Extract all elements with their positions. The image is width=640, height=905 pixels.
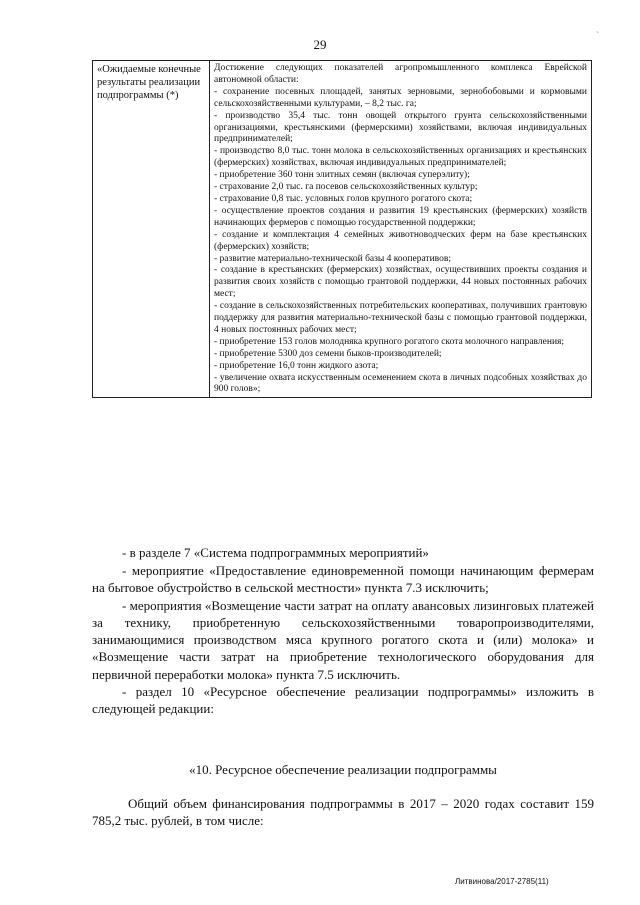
list-item: - приобретение 5300 доз семени быков-производителей; (214, 348, 442, 359)
list-item: - создание в крестьянских (фермерских) хозяйствах, осуществивших проекты создания и развития своих хозяйств с помощью грантовой поддержки, 44 новых постоянных рабочих мест; (214, 265, 587, 300)
list-item: - создание в сельскохозяйственных потребительских кооперативах, получивших грантовую поддержку для развития материально-технической базы с помощью грантовой поддержки, 4 новых постоянных рабочих мест; (214, 301, 587, 335)
section7-line (92, 544, 594, 561)
corner-mark: ` (596, 30, 599, 40)
table-label-cell: «Ожидаемые конечные результаты реализации подпрограммы (*) (93, 61, 210, 398)
list-item: - производство 8,0 тыс. тонн молока в сельскохозяйственных организациях и крестьянских (фермерских) хозяйствах, включая индивидуальных предпринимателей; (214, 146, 587, 169)
list-item: - осуществление проектов создания и развития 19 крестьянских (фермерских) хозяйств начинающих фермеров с помощью государственной поддержки; (214, 205, 587, 228)
table-items-cell (210, 61, 592, 398)
list-item: - приобретение 153 голов молодняка крупного рогатого скота молочного направления; (214, 336, 565, 347)
amendments-block (92, 562, 594, 718)
list-item: - страхование 0,8 тыс. условных голов крупного рогатого скота; (214, 193, 473, 204)
list-item: - приобретение 16,0 тонн жидкого азота; (214, 360, 379, 371)
section7-text: - в разделе 7 «Система подпрограммных мероприятий» (122, 545, 429, 560)
financing-paragraph: Общий объем финансирования подпрограммы в 2017 – 2020 годах составит 159 785,2 тыс. рублей, в том числе: (92, 796, 594, 829)
results-table (92, 60, 592, 398)
list-item: - создание и комплектация 4 семейных животноводческих ферм на базе крестьянских (фермерских) хозяйств; (214, 229, 587, 252)
amendment-paragraph: - мероприятия «Возмещение части затрат на оплату авансовых лизинговых платежей за технику, приобретенную сельскохозяйственными товаропроизводителями, занимающимися производством мяса крупного рогатого скота и (или) молока» и «Возмещение части затрат на приобретение технологического оборудования для первичной переработки молока» пункта 7.5 исключить. (92, 597, 594, 682)
list-item: - увеличение охвата искусственным осеменением скота в личных подсобных хозяйствах до 900 голов»; (214, 372, 587, 395)
list-item: - страхование 2,0 тыс. га посевов сельскохозяйственных культур; (214, 182, 478, 193)
list-item: - приобретение 360 тонн элитных семян (включая суперэлиту); (214, 170, 470, 181)
section-heading: «10. Ресурсное обеспечение реализации подпрограммы (189, 762, 497, 777)
amendment-paragraph: - раздел 10 «Ресурсное обеспечение реализации подпрограммы» изложить в следующей редакции: (92, 684, 594, 717)
amendment-paragraph: - мероприятие «Предоставление единовременной помощи начинающим фермерам на бытовое обустройство в сельской местности» пункта 7.3 исключить; (92, 563, 594, 596)
page-number: 29 (313, 37, 327, 52)
list-item: - развитие материально-технической базы 4 кооперативов; (214, 253, 451, 264)
list-item: Достижение следующих показателей агропромышленного комплекса Еврейской автономной области: (214, 63, 587, 85)
financing-block (92, 795, 594, 830)
footer-code: Литвинова/2017-2785(11) (455, 877, 549, 886)
list-item: - сохранение посевных площадей, занятых зерновыми, зернобобовыми и кормовыми сельскохозяйственными культурами, – 8,2 тыс. га; (214, 86, 587, 109)
table-row (93, 61, 592, 398)
list-item: - производство 35,4 тыс. тонн овощей открытого грунта сельскохозяйственными организациями, крестьянскими (фермерскими) хозяйствами, включая индивидуальных предпринимателей; (214, 110, 587, 145)
